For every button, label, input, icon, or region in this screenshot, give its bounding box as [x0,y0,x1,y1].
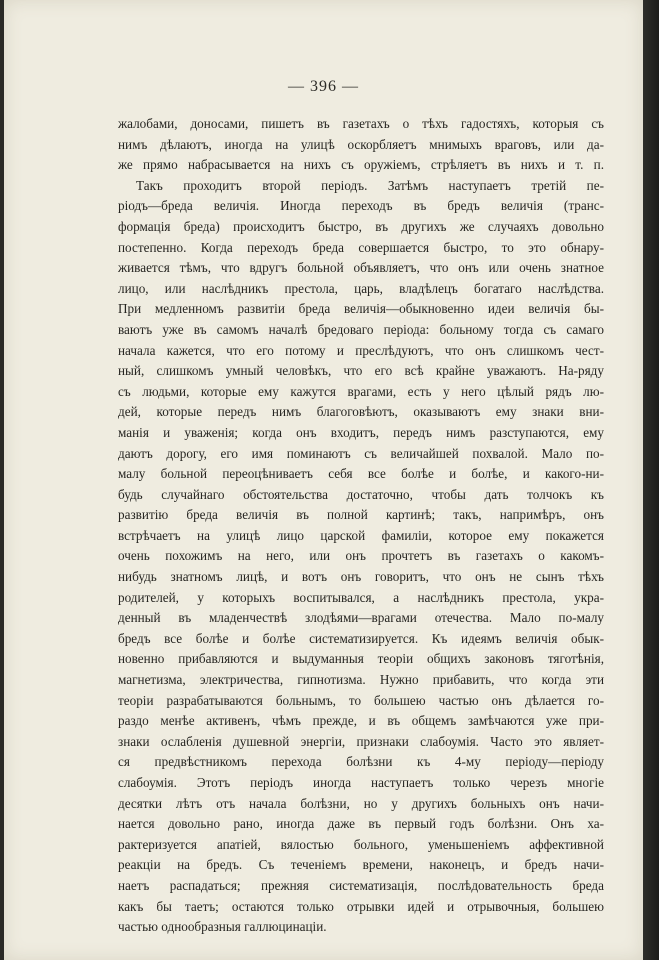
text-line: какъ бы таетъ; остаются только отрывки идей и отрывочныя, большею [118,898,604,914]
text-line: нибудь знатномъ лицѣ, и вотъ онъ говоритъ, что онъ не сынъ тѣхъ [118,569,604,585]
text-line: начала кажется, что его потому и преслѣдуютъ, что онъ слишкомъ чест- [118,342,604,358]
text-line: бредъ все болѣе и болѣе систематизируется. Къ идеямъ величія обык- [118,630,604,646]
text-line: родителей, у которыхъ воспитывался, а наслѣдникъ престола, укра- [118,589,604,605]
text-line: При медленномъ развитіи бреда величія—обыкновенно идеи величія бы- [118,301,604,317]
text-line: же прямо набрасывается на нихъ съ оружіемъ, стрѣляетъ въ нихъ и т. п. [118,157,604,173]
text-line: встрѣчаетъ на улицѣ лицо царской фамиліи, которое ему покажется [118,527,604,543]
text-line: малу больной переоцѣниваетъ себя все болѣе и болѣе, и какого-ни- [118,466,604,482]
text-line: лицо, или наслѣдникъ престола, царь, владѣлецъ богатаго наслѣдства. [118,280,604,296]
text-line: постепенно. Когда переходъ бреда совершается быстро, то это обнару- [118,239,604,255]
text-line: ся предвѣстникомъ перехода болѣзни къ 4-му періоду—періоду [118,754,604,770]
text-line: знаки ослабленія душевной энергіи, признаки слабоумія. Часто это являет- [118,733,604,749]
text-line: нимъ дѣлаютъ, иногда на улицѣ оскорбляетъ мнимыхъ враговъ, или да- [118,136,604,152]
text-line: формація бреда) происходитъ быстро, въ другихъ же случаяхъ довольно [118,218,604,234]
text-line: ный, слишкомъ умный человѣкъ, что его всѣ крайне уважаютъ. На-ряду [118,363,604,379]
text-line: рактеризуется апатіей, вялостью больного, уменьшеніемъ аффективной [118,836,604,852]
text-line: десятки лѣтъ отъ начала болѣзни, но у другихъ больныхъ онъ начи- [118,795,604,811]
text-line: жалобами, доносами, пишетъ въ газетахъ о тѣхъ гадостяхъ, которыя съ [118,116,604,131]
text-line: манія и уваженія; когда онъ входитъ, передъ нимъ разступаются, ему [118,424,604,440]
text-line: раздо менѣе активенъ, чѣмъ прежде, и въ общемъ замѣчаются уже при- [118,713,604,729]
text-line: денный въ младенчествѣ злодѣями—врагами отечества. Мало по-малу [118,610,604,626]
text-line: ваютъ уже въ самомъ началѣ бредоваго періода: больному тогда съ самаго [118,321,604,337]
text-line: живается тѣмъ, что вдругъ больной объявляетъ, что онъ или очень знатное [118,260,604,276]
text-line: слабоумія. Этотъ періодъ иногда наступаетъ только черезъ многіе [118,775,604,790]
text-line: будь случайнаго обстоятельства достаточно, чтобы дать толчокъ къ [118,486,604,502]
text-line: развитію бреда величія въ полной картинѣ; такъ, напримѣръ, онъ [118,507,604,523]
text-line: Такъ проходитъ второй періодъ. Затѣмъ наступаетъ третій пе- [136,177,604,193]
text-line: частью однообразныя галлюцинаціи. [118,919,327,935]
text-line: очень похожимъ на него, или онъ прочтетъ въ газетахъ о какомъ- [118,548,604,564]
page-number: — 396 — [288,78,359,95]
body-text [118,114,604,938]
text-line: дей, которые передъ нимъ благоговѣютъ, оказываютъ ему знаки вни- [118,404,604,420]
text-line: магнетизма, электричества, гипнотизма. Нужно прибавить, что когда эти [118,672,604,688]
page-edge [643,0,659,960]
text-line: нается довольно рано, иногда даже въ первый годъ болѣзни. Онъ ха- [118,816,604,832]
text-line: даютъ дорогу, его имя поминаютъ съ величайшей похвалой. Мало по- [118,445,604,461]
text-line: новенно прибавляются и выдуманныя теоріи общихъ законовъ тяготѣнія, [118,651,604,667]
text-line: теоріи разрабатываются больнымъ, то большею частью онъ дѣлается го- [118,692,604,708]
text-line: реакціи на бредъ. Съ теченіемъ времени, наконецъ, и бредъ начи- [118,857,604,873]
text-line: наетъ распадаться; прежняя систематизація, послѣдовательность бреда [118,877,604,893]
book-page [4,0,643,960]
text-line: ріодъ—бреда величія. Иногда переходъ въ бредъ величія (транс- [118,198,604,214]
text-line: съ людьми, которые ему кажутся врагами, есть у него цѣлый рядъ лю- [118,383,604,399]
